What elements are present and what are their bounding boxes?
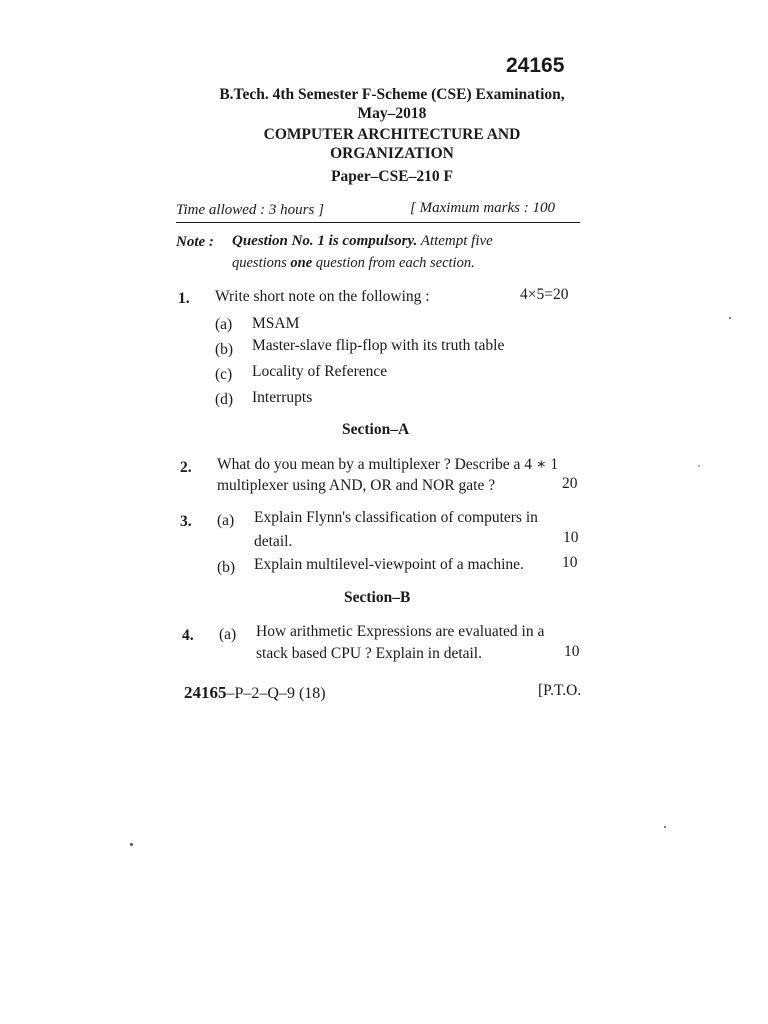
footer-code: 24165	[184, 683, 227, 702]
q2-line2: multiplexer using AND, OR and NOR gate ?	[217, 477, 496, 494]
q3-b-marks: 10	[562, 554, 578, 571]
time-allowed: Time allowed : 3 hours ]	[176, 202, 324, 218]
q3-b-label: (b)	[217, 559, 236, 576]
section-b-heading: Section–B	[344, 589, 411, 606]
scan-speck	[664, 826, 666, 828]
q3-a-line2: detail.	[254, 533, 293, 550]
note-questions: questions	[232, 255, 287, 271]
scan-speck	[130, 843, 133, 846]
q1-item-b-text: Master-slave flip-flop with its truth table	[252, 337, 505, 354]
note-one: one	[290, 255, 313, 271]
q1-text: Write short note on the following :	[215, 288, 430, 305]
q1-item-a-label: (a)	[215, 316, 233, 333]
q4-a-line1: How arithmetic Expressions are evaluated in a	[256, 623, 545, 640]
q2-number: 2.	[180, 459, 192, 476]
q3-a-marks: 10	[563, 529, 579, 546]
q3-a-line1: Explain Flynn's classification of computers in	[254, 509, 538, 526]
q1-item-c-text: Locality of Reference	[252, 363, 388, 380]
note-compulsory: Question No. 1 is compulsory.	[232, 233, 418, 249]
q4-a-label: (a)	[219, 626, 237, 643]
q3-a-label: (a)	[217, 512, 235, 529]
note-attempt: Attempt five	[420, 233, 493, 249]
note-label: Note :	[176, 234, 214, 250]
q1-item-b-label: (b)	[215, 341, 234, 358]
paper-number: Paper–CSE–210 F	[331, 168, 453, 185]
paper-code: 24165	[506, 54, 565, 77]
exam-title-line1: B.Tech. 4th Semester F-Scheme (CSE) Examination,	[219, 86, 565, 103]
header-divider	[176, 222, 580, 223]
footer-pto: [P.T.O.	[538, 682, 582, 699]
q1-item-a-text: MSAM	[252, 315, 300, 332]
footer-code-suffix: –P–2–Q–9 (18)	[226, 685, 326, 702]
q2-line1: What do you mean by a multiplexer ? Describe a 4 ∗ 1	[217, 456, 559, 473]
section-a-heading: Section–A	[342, 421, 410, 438]
scan-speck	[729, 317, 731, 319]
q4-a-line2: stack based CPU ? Explain in detail.	[256, 645, 482, 662]
subject-title-line1: COMPUTER ARCHITECTURE AND	[263, 126, 521, 143]
subject-title-line2: ORGANIZATION	[330, 145, 454, 162]
q3-b-text: Explain multilevel-viewpoint of a machine.	[254, 556, 524, 573]
q3-number: 3.	[180, 513, 192, 530]
q2-marks: 20	[562, 475, 578, 492]
q4-number: 4.	[182, 627, 194, 644]
q1-item-d-label: (d)	[215, 391, 234, 408]
scan-speck	[698, 465, 700, 467]
exam-date: May–2018	[357, 105, 427, 122]
maximum-marks: [ Maximum marks : 100	[410, 200, 555, 216]
q1-item-d-text: Interrupts	[252, 389, 313, 406]
q1-marks: 4×5=20	[520, 286, 569, 303]
note-question-rest: question from each section.	[315, 255, 475, 271]
q4-a-marks: 10	[564, 643, 580, 660]
q1-number: 1.	[178, 290, 190, 307]
q1-item-c-label: (c)	[215, 366, 233, 383]
